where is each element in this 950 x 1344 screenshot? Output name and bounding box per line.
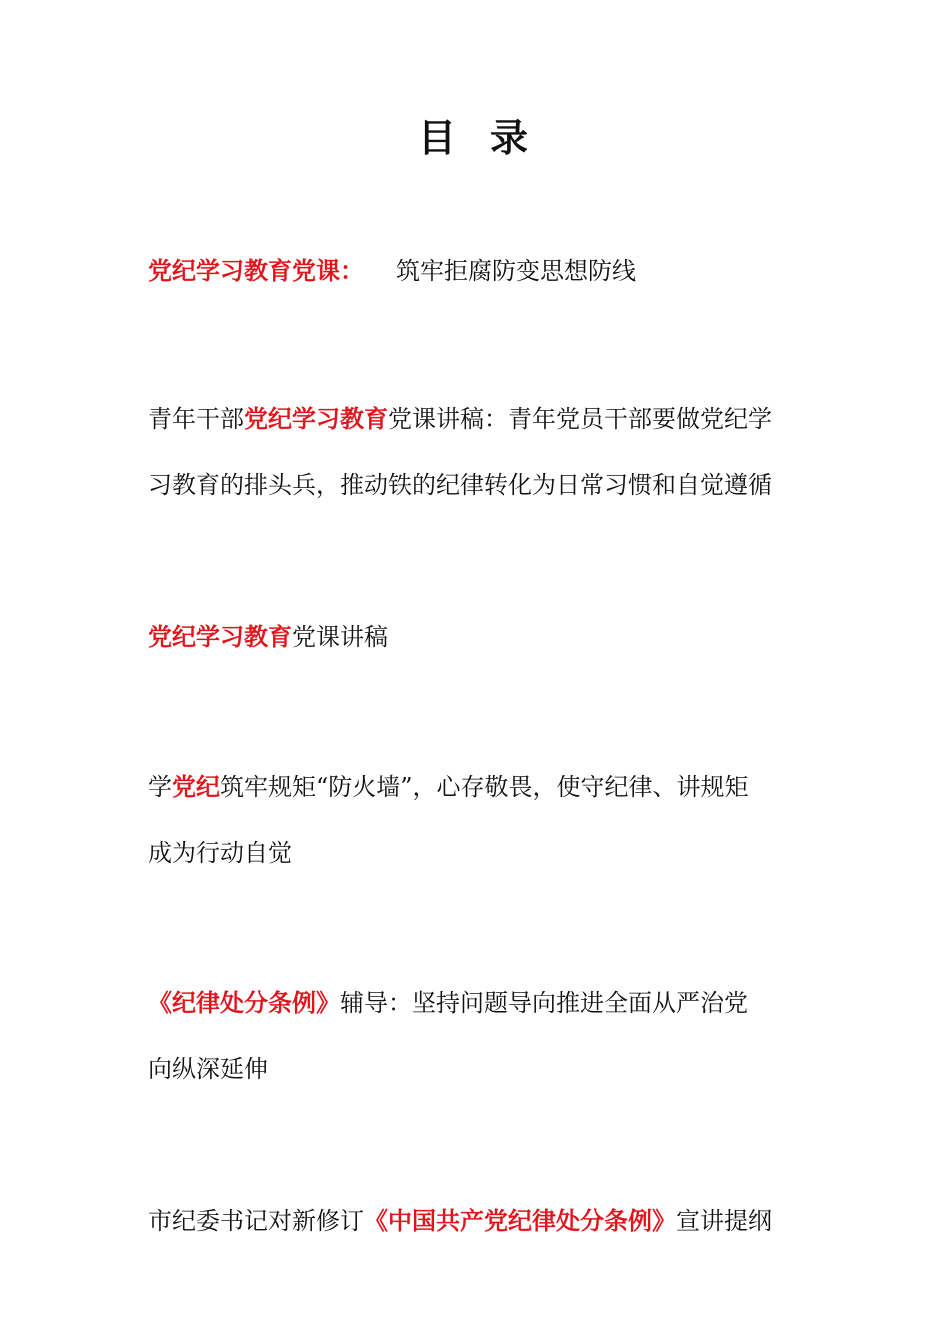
toc-entry-text: 辅导：坚持问题导向推进全面从严治党	[340, 989, 748, 1017]
toc-title-char-2: 录	[490, 116, 533, 160]
toc-entry-highlight: 党纪学习教育	[148, 622, 292, 651]
toc-entry-line-1	[148, 386, 808, 452]
toc-title	[0, 112, 950, 164]
toc-entry-4[interactable]	[148, 754, 808, 886]
toc-entry-line-1	[148, 754, 808, 820]
toc-entry-3[interactable]	[148, 604, 808, 670]
toc-entry-text: 党课讲稿	[292, 623, 388, 651]
toc-entry-prefix: 青年干部	[148, 405, 244, 433]
toc-entry-5[interactable]	[148, 970, 808, 1102]
toc-entry-highlight: 《中国共产党纪律处分条例》	[364, 1206, 676, 1235]
toc-entry-prefix: 市纪委书记对新修订	[148, 1207, 364, 1235]
toc-entry-line-2: 向纵深延伸	[148, 1055, 268, 1083]
toc-entry-text: 筑牢规矩“防火墙”，心存敬畏，使守纪律、讲规矩	[220, 773, 749, 801]
toc-entry-text: 党课讲稿：青年党员干部要做党纪学	[388, 405, 772, 433]
toc-entry-2[interactable]	[148, 386, 808, 518]
toc-entry-line-2: 成为行动自觉	[148, 839, 292, 867]
toc-entry-highlight: 党纪	[172, 772, 220, 801]
toc-entry-line-1	[148, 970, 808, 1036]
toc-entry-prefix: 学	[148, 773, 172, 801]
toc-entry-line-2: 习教育的排头兵，推动铁的纪律转化为日常习惯和自觉遵循	[148, 471, 772, 499]
toc-entry-text: 筑牢拒腐防变思想防线	[396, 257, 636, 285]
toc-entry-1[interactable]	[148, 238, 808, 304]
toc-entry-highlight: 《纪律处分条例》	[148, 988, 340, 1017]
toc-entry-highlight: 党纪学习教育党课：	[148, 256, 364, 285]
toc-entry-6[interactable]	[148, 1188, 808, 1254]
toc-entry-text: 宣讲提纲	[676, 1207, 772, 1235]
toc-entry-highlight: 党纪学习教育	[244, 404, 388, 433]
toc-title-char-1: 目	[417, 116, 460, 160]
